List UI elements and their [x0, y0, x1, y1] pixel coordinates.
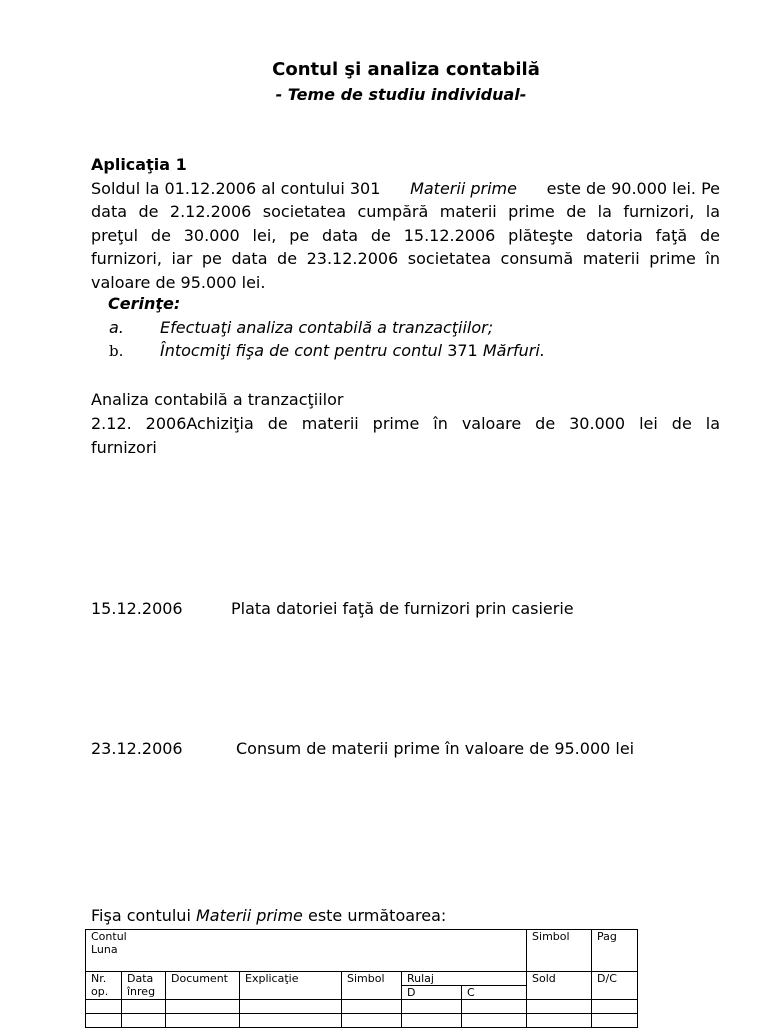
problem-text: este de 90.000 lei. Pe [546, 179, 720, 198]
table-cell [592, 1000, 638, 1014]
sheet-account-name: Materii prime [195, 906, 303, 925]
requirement-a-text: Efectuaţi analiza contabilă a tranzacţiilor; [160, 318, 494, 337]
column-credit: C [462, 986, 527, 1000]
sheet-intro [91, 904, 720, 928]
requirement-b-text [160, 341, 545, 360]
column-header-row [86, 972, 638, 986]
table-row [86, 1000, 638, 1014]
account-cell [86, 930, 527, 972]
transaction-1-line-2: furnizori [91, 438, 157, 457]
requirements-label: Cerinţe: [108, 294, 181, 313]
table-cell [592, 1014, 638, 1028]
problem-line-4: furnizori, iar pe data de 23.12.2006 societatea consumă materii prime în [91, 249, 720, 268]
column-nr: Nr. op. [86, 972, 122, 1000]
sheet-intro-part: Fişa contului [91, 906, 191, 925]
table-cell [240, 1000, 342, 1014]
table-cell [122, 1000, 166, 1014]
column-date: Data înreg [122, 972, 166, 1000]
table-cell [402, 1000, 462, 1014]
page-title: Contul şi analiza contabilă [272, 59, 540, 80]
problem-text: Soldul la 01.12.2006 al contului 301 [91, 179, 381, 198]
column-dc: D/C [592, 972, 638, 1000]
requirement-b-part: Întocmiţi fişa de cont pentru contul [160, 341, 443, 360]
transaction-3-text: Consum de materii prime în valoare de 95.000 lei [236, 739, 635, 758]
account-number: 371 [447, 341, 478, 360]
application-heading: Aplicaţia 1 [91, 155, 187, 174]
symbol-cell: Simbol [527, 930, 592, 972]
month-label: Luna [91, 943, 118, 956]
column-symbol: Simbol [342, 972, 402, 1000]
transaction-2-text: Plata datoriei faţă de furnizori prin casierie [231, 599, 574, 618]
transaction-3-date: 23.12.2006 [91, 739, 183, 758]
table-row [86, 1014, 638, 1028]
column-balance: Sold [527, 972, 592, 1000]
table-cell [240, 1014, 342, 1028]
account-name: Materii prime [410, 179, 517, 198]
column-explanation: Explicaţie [240, 972, 342, 1000]
sheet-intro-part: este următoarea: [307, 906, 447, 925]
table-cell [342, 1014, 402, 1028]
table-header-row [86, 930, 638, 972]
problem-line-5: valoare de 95.000 lei. [91, 273, 266, 292]
page-subtitle: - Teme de studiu individual- [275, 85, 527, 104]
requirement-b-marker: b. [109, 342, 124, 360]
account-sheet-table [85, 929, 638, 1028]
column-document: Document [166, 972, 240, 1000]
account-label: Contul [91, 930, 127, 943]
table-cell [166, 1000, 240, 1014]
table-cell [462, 1000, 527, 1014]
requirement-a-marker: a. [109, 318, 124, 337]
requirement-b-part: Mărfuri. [482, 341, 545, 360]
problem-line-3: preţul de 30.000 lei, pe data de 15.12.2006 plăteşte datoria faţă de [91, 226, 720, 245]
problem-line-1 [91, 177, 720, 201]
column-turnover: Rulaj [402, 972, 527, 986]
table-cell [122, 1014, 166, 1028]
table-cell [402, 1014, 462, 1028]
transaction-1-line-1: 2.12. 2006Achiziţia de materii prime în valoare de 30.000 lei de la [91, 414, 720, 433]
problem-line-2: data de 2.12.2006 societatea cumpără materii prime de la furnizori, la [91, 202, 720, 221]
table-cell [527, 1000, 592, 1014]
table-cell [342, 1000, 402, 1014]
page-cell: Pag [592, 930, 638, 972]
table-cell [462, 1014, 527, 1028]
transaction-2-date: 15.12.2006 [91, 599, 183, 618]
table-cell [86, 1014, 122, 1028]
analysis-heading: Analiza contabilă a tranzacţiilor [91, 390, 344, 409]
table-cell [86, 1000, 122, 1014]
column-debit: D [402, 986, 462, 1000]
table-cell [166, 1014, 240, 1028]
table-cell [527, 1014, 592, 1028]
